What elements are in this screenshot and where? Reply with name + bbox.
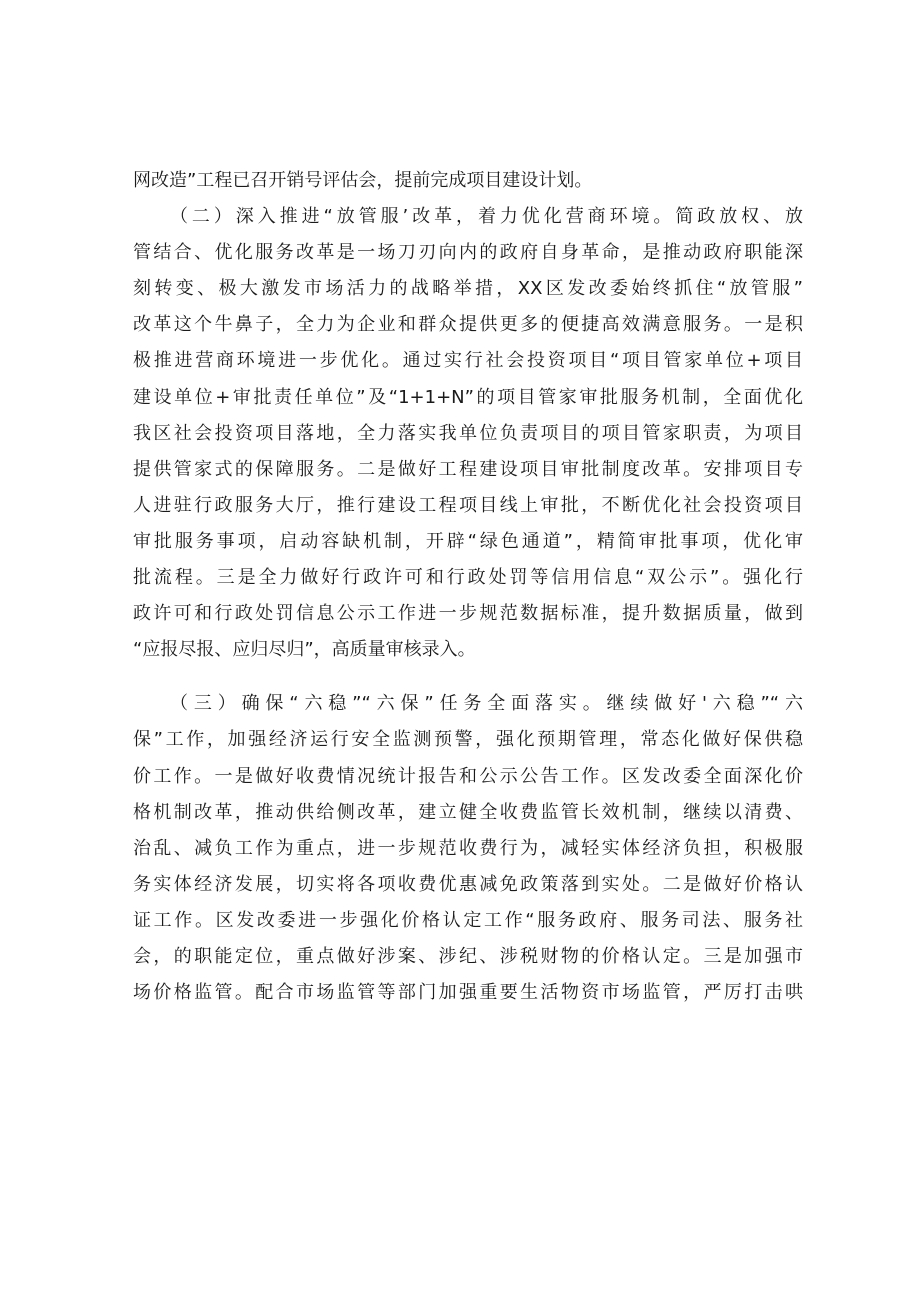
text-line: 极推进营商环境进一步优化。通过实行社会投资项目“项目管家单位+项目 (133, 350, 803, 372)
text-line: 管结合、优化服务改革是一场刀刃向内的政府自身革命，是推动政府职能深 (133, 242, 803, 264)
text-line: 批流程。三是全力做好行政许可和行政处罚等信用信息“双公示”。强化行 (133, 567, 803, 589)
text-line: 会，的职能定位，重点做好涉案、涉纪、涉税财物的价格认定。三是加强市 (133, 945, 803, 967)
section-heading-line: （三）确保“六稳”“六保”任务全面落实。继续做好'六稳”“六 (170, 693, 803, 715)
text-line: “应报尽报、应归尽归”，高质量审核录入。 (133, 639, 476, 661)
text-line: 审批服务事项，启动容缺机制，开辟“绿色通道”，精简审批事项，优化审 (133, 530, 803, 552)
section-heading-line: （二）深入推进“放管服’改革，着力优化营商环境。简政放权、放 (170, 206, 803, 228)
text-line: 证工作。区发改委进一步强化价格认定工作“服务政府、服务司法、服务社 (133, 909, 803, 931)
text-line: 保”工作，加强经济运行安全监测预警，强化预期管理，常态化做好保供稳 (133, 729, 803, 751)
text-line: 务实体经济发展，切实将各项收费优惠减免政策落到实处。二是做好价格认 (133, 873, 803, 895)
text-line: 格机制改革，推动供给侧改革，建立健全收费监管长效机制，继续以清费、 (133, 801, 803, 823)
paragraph-gap (133, 668, 803, 686)
document-body (133, 163, 803, 1011)
text-line: 网改造”工程已召开销号评估会，提前完成项目建设计划。 (133, 170, 593, 191)
text-line: 建设单位+审批责任单位”及“1+1+N”的项目管家审批服务机制，全面优化 (133, 386, 803, 408)
text-line: 提供管家式的保障服务。二是做好工程建设项目审批制度改革。安排项目专 (133, 458, 803, 480)
text-line: 场价格监管。配合市场监管等部门加强重要生活物资市场监管，严厉打击哄 (133, 982, 803, 1004)
text-line: 人进驻行政服务大厅，推行建设工程项目线上审批，不断优化社会投资项目 (133, 494, 803, 516)
text-line: 改革这个牛鼻子，全力为企业和群众提供更多的便捷高效满意服务。一是积 (133, 314, 803, 336)
text-line: 我区社会投资项目落地，全力落实我单位负责项目的项目管家职责，为项目 (133, 422, 803, 444)
text-line: 治乱、减负工作为重点，进一步规范收费行为，减轻实体经济负担，积极服 (133, 837, 803, 859)
text-line: 刻转变、极大激发市场活力的战略举措，XX区发改委始终抓住“放管服” (133, 278, 803, 300)
text-line: 价工作。一是做好收费情况统计报告和公示公告工作。区发改委全面深化价 (133, 765, 803, 787)
text-line: 政许可和行政处罚信息公示工作进一步规范数据标准，提升数据质量，做到 (133, 603, 803, 625)
